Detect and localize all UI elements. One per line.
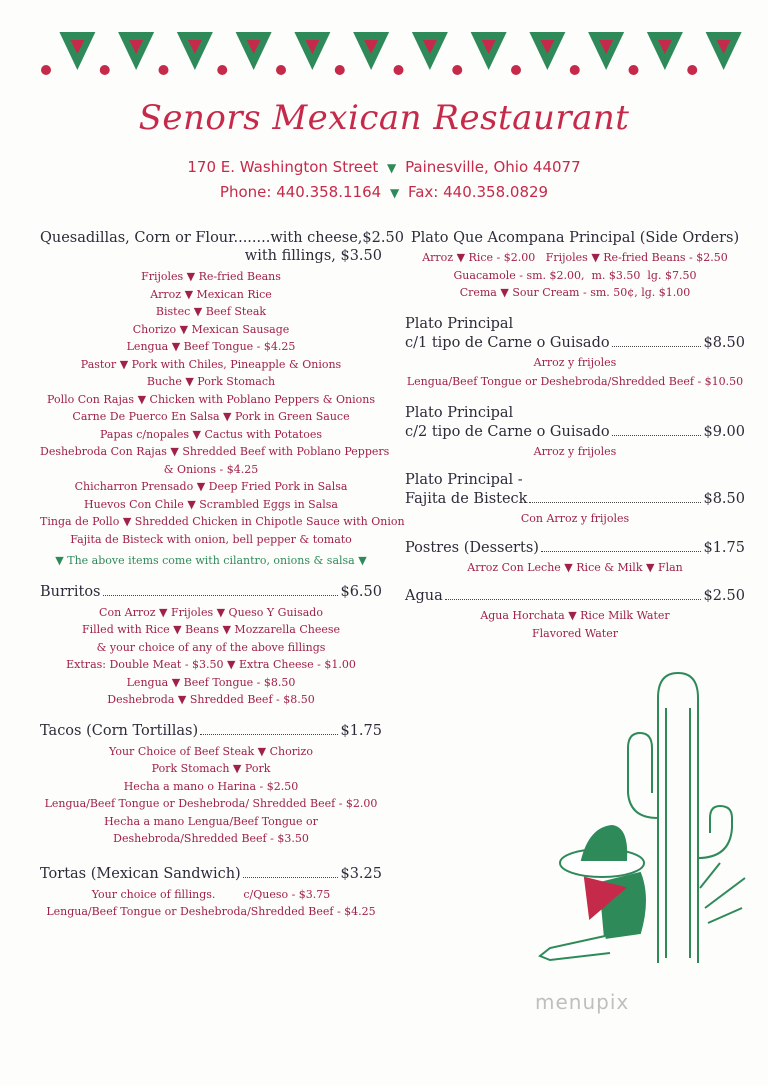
fillings-note: ▼ The above items come with cilantro, onions & salsa ▼: [55, 554, 367, 567]
red-dot-icon: [100, 65, 110, 75]
list-item: & your choice of any of the above fillings: [96, 640, 326, 654]
tacos-header: Tacos (Corn Tortillas) $1.75: [40, 722, 382, 739]
list-item: Crema ▼ Sour Cream - sm. 50¢, lg. $1.00: [459, 286, 691, 299]
list-item: Pork Stomach ▼ Pork: [151, 762, 271, 775]
red-dot-icon: [159, 65, 169, 75]
leader-dots: [445, 599, 702, 600]
leader-dots: [612, 346, 702, 347]
quesadilla-fillings-list: [40, 268, 405, 570]
quesadillas-price-fillings: $3.50: [340, 248, 382, 264]
cactus-sombrero-illustration: [530, 668, 750, 968]
leader-dots: [612, 435, 702, 436]
list-item: Con Arroz y frijoles: [520, 512, 630, 525]
list-item: Lengua/Beef Tongue or Deshebroda/Shredded Beef - $4.25: [46, 905, 376, 918]
list-item: Carne De Puerco En Salsa ▼ Pork in Green Sauce: [72, 410, 350, 423]
list-item: Lengua/Beef Tongue or Deshebroda/ Shredded Beef - $2.00: [44, 797, 378, 810]
list-item: Fajita de Bisteck with onion, bell pepper & tomato: [70, 532, 352, 546]
side-orders-details: [405, 249, 745, 302]
list-item: Extras: Double Meat - $3.50 ▼ Extra Cheese - $1.00: [66, 658, 356, 671]
list-item: Agua Horchata ▼ Rice Milk Water: [480, 609, 670, 622]
city: Painesville, Ohio 44077: [405, 158, 581, 176]
list-item: Arroz y frijoles: [533, 355, 617, 369]
left-column: [40, 230, 405, 921]
leader-dots: [529, 502, 701, 503]
plato3-header: Fajita de Bisteck $8.50: [405, 491, 745, 507]
agua-header: Agua $2.50: [405, 588, 745, 604]
list-item: Arroz Con Leche ▼ Rice & Milk ▼ Flan: [467, 560, 683, 574]
list-item: Arroz y frijoles: [533, 444, 617, 458]
side-orders-header: Plato Que Acompana Principal (Side Orders): [410, 230, 740, 246]
list-item: Your Choice of Beef Steak ▼ Chorizo: [109, 744, 313, 758]
triangle-bullet-icon: ▼: [387, 161, 397, 175]
fax: Fax: 440.358.0829: [407, 183, 549, 201]
postres-details: [405, 559, 745, 577]
red-dot-icon: [570, 65, 580, 75]
sombrero-figure: [540, 826, 645, 960]
list-item: Chorizo ▼ Mexican Sausage: [132, 322, 290, 336]
agua-price: $2.50: [703, 588, 745, 604]
red-dot-icon: [335, 65, 345, 75]
plato2-price: $9.00: [703, 423, 745, 440]
triangle-border-decoration: [40, 26, 745, 86]
plato2-details: [405, 443, 745, 461]
list-item: Deshebroda Con Rajas ▼ Shredded Beef with Poblano Peppers: [40, 445, 390, 458]
list-item: Hecha a mano o Harina - $2.50: [123, 779, 299, 793]
list-item: Buche ▼ Pork Stomach: [146, 375, 276, 388]
red-dot-icon: [511, 65, 521, 75]
tortas-price: $3.25: [340, 865, 382, 882]
plato3-title: Plato Principal -: [405, 472, 523, 488]
red-dot-icon: [687, 65, 697, 75]
leader-dots: [200, 734, 338, 735]
phone: Phone: 440.358.1164: [219, 183, 382, 201]
red-dot-icon: [276, 65, 286, 75]
list-item: Deshebroda ▼ Shredded Beef - $8.50: [107, 693, 315, 706]
list-item: Arroz ▼ Mexican Rice: [150, 287, 272, 301]
plato2-title: Plato Principal: [405, 404, 514, 421]
list-item: Arroz ▼ Rice - $2.00 Frijoles ▼ Re-fried Beans - $2.50: [422, 251, 728, 264]
agua-details: [405, 607, 745, 642]
red-dot-icon: [452, 65, 462, 75]
plato1-header: c/1 tipo de Carne o Guisado $8.50: [405, 334, 745, 351]
burritos-header: Burritos $6.50: [40, 583, 382, 600]
plato3-details: [405, 510, 745, 528]
tortas-header: Tortas (Mexican Sandwich) $3.25: [40, 865, 382, 882]
watermark: menupix: [535, 990, 630, 1014]
list-item: Lengua/Beef Tongue or Deshebroda/Shredded Beef - $10.50: [406, 375, 744, 388]
list-item: Pastor ▼ Pork with Chiles, Pineapple & Onions: [80, 357, 342, 371]
list-item: Your choice of fillings. c/Queso - $3.75: [91, 887, 331, 901]
quesadillas-fillings-price-row: with fillings, $3.50: [244, 248, 382, 264]
restaurant-name: Senors Mexican Restaurant: [138, 98, 630, 138]
leader-dots: [541, 551, 702, 552]
tacos-price: $1.75: [340, 722, 382, 739]
list-item: Lengua ▼ Beef Tongue - $8.50: [126, 675, 296, 689]
list-item: Papas c/nopales ▼ Cactus with Potatoes: [100, 427, 322, 441]
plato3-price: $8.50: [703, 491, 745, 507]
red-dot-icon: [41, 65, 51, 75]
quesadillas-header: Quesadillas, Corn or Flour........with cheese, $2.50: [40, 230, 404, 246]
red-dot-icon: [394, 65, 404, 75]
postres-header: Postres (Desserts) $1.75: [405, 539, 745, 556]
triangle-bullet-icon: ▼: [389, 186, 400, 200]
tortas-details: [40, 886, 382, 921]
burritos-details: [40, 604, 382, 709]
list-item: Flavored Water: [532, 626, 618, 640]
list-item: Chicharron Prensado ▼ Deep Fried Pork in Salsa: [74, 480, 348, 493]
right-column: [405, 230, 745, 642]
list-item: Huevos Con Chile ▼ Scrambled Eggs in Salsa: [83, 497, 338, 511]
street: 170 E. Washington Street: [187, 158, 379, 176]
plato2-header: c/2 tipo de Carne o Guisado $9.00: [405, 423, 745, 440]
plato1-price: $8.50: [703, 334, 745, 351]
list-item: & Onions - $4.25: [163, 462, 259, 476]
tacos-details: [40, 743, 382, 848]
quesadillas-price-cheese: $2.50: [362, 230, 404, 246]
list-item: Hecha a mano Lengua/Beef Tongue or: [104, 814, 318, 828]
plato1-title: Plato Principal: [405, 315, 514, 332]
red-dot-icon: [217, 65, 227, 75]
red-dot-icon: [629, 65, 639, 75]
list-item: Con Arroz ▼ Frijoles ▼ Queso Y Guisado: [99, 605, 323, 619]
list-item: Deshebroda/Shredded Beef - $3.50: [113, 832, 309, 845]
list-item: Guacamole - sm. $2.00, m. $3.50 lg. $7.50: [453, 268, 697, 282]
list-item: Lengua ▼ Beef Tongue - $4.25: [126, 340, 296, 353]
contact-line: [0, 183, 768, 201]
leader-dots: [243, 877, 339, 878]
list-item: Frijoles ▼ Re-fried Beans: [141, 270, 281, 283]
address-line: [0, 158, 768, 176]
list-item: Tinga de Pollo ▼ Shredded Chicken in Chipotle Sauce with Onion: [40, 515, 405, 528]
list-item: Pollo Con Rajas ▼ Chicken with Poblano Peppers & Onions: [47, 392, 375, 406]
list-item: Bistec ▼ Beef Steak: [155, 305, 267, 318]
leader-dots: [103, 595, 339, 596]
postres-price: $1.75: [703, 539, 745, 556]
list-item: Filled with Rice ▼ Beans ▼ Mozzarella Cheese: [82, 623, 340, 636]
plato1-details: [405, 354, 745, 391]
burritos-price: $6.50: [340, 583, 382, 600]
